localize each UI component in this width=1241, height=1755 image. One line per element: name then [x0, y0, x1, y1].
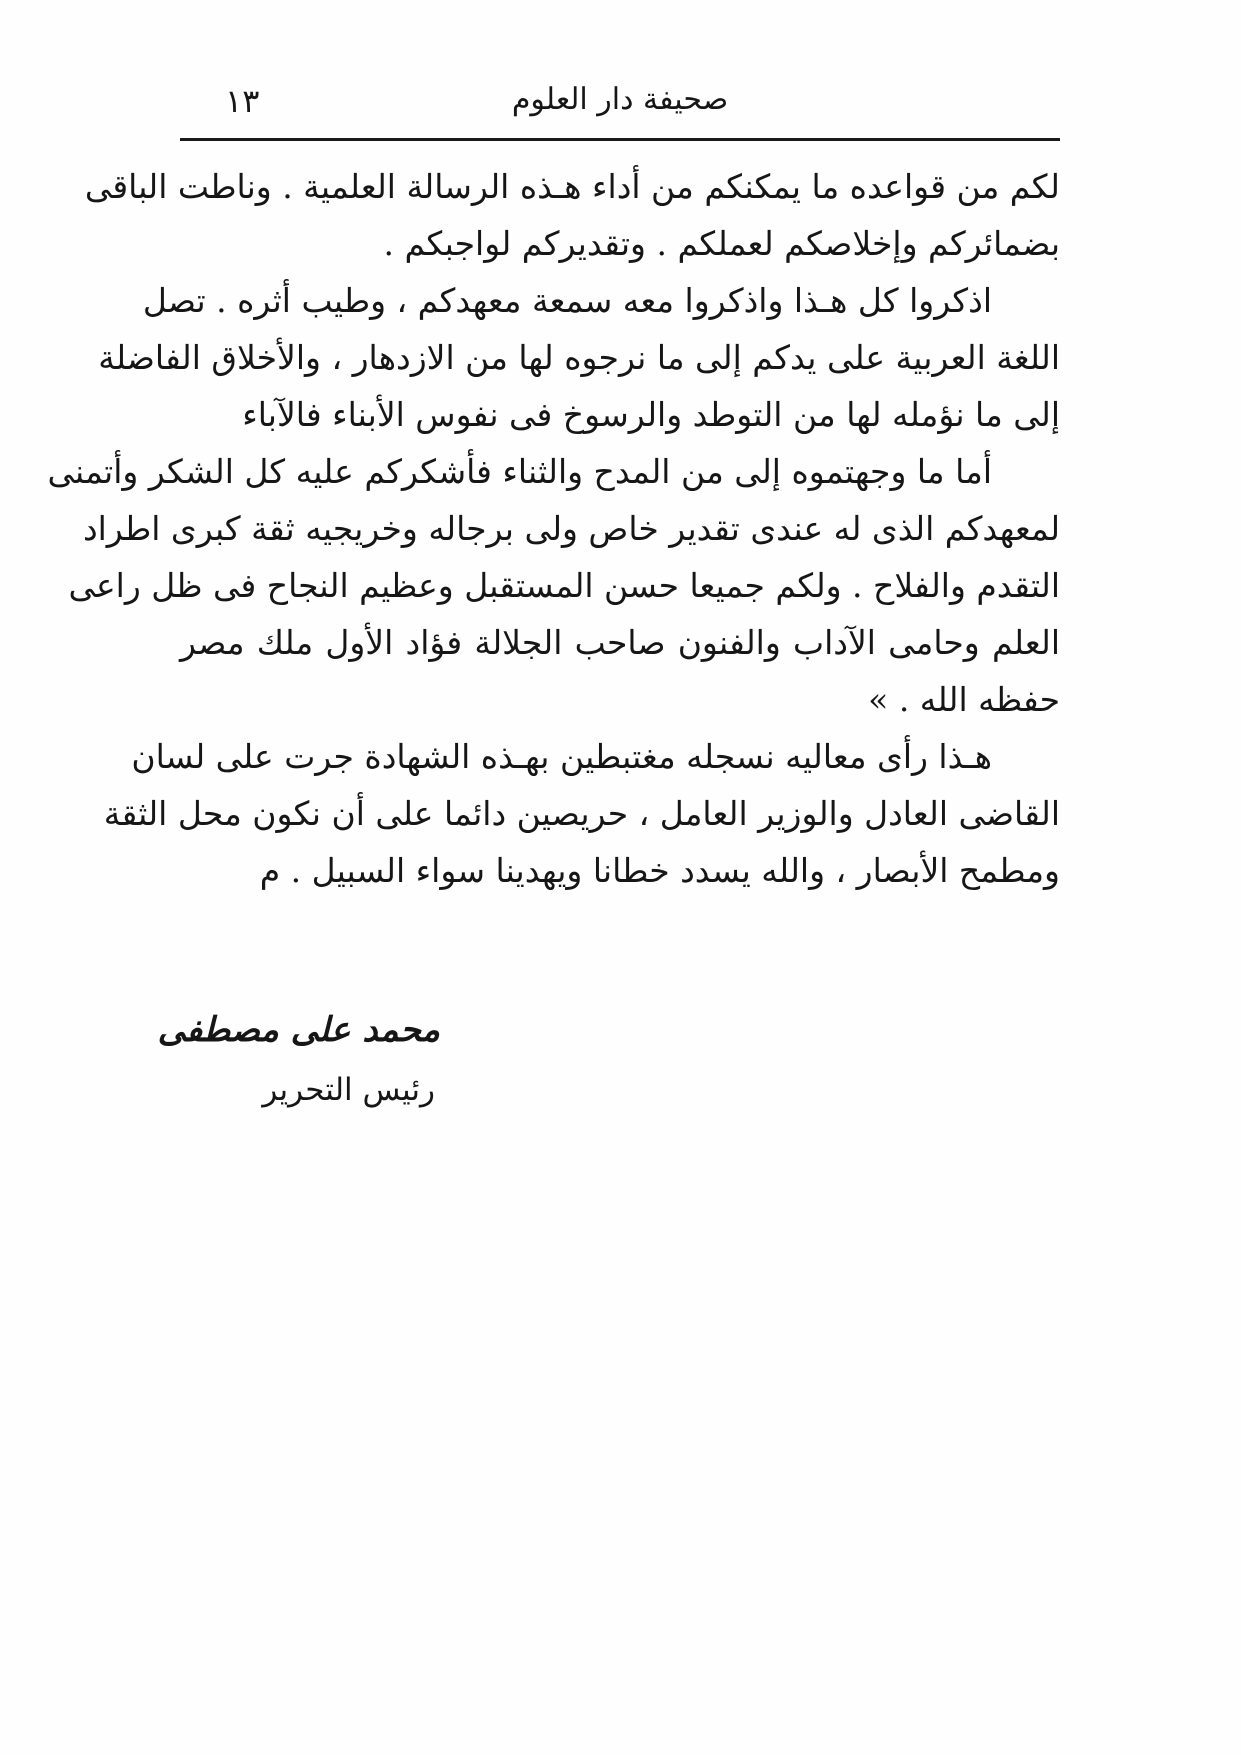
body-text [47, 158, 1060, 899]
text-line: القاضى العادل والوزير العامل ، حريصين دائما على أن نكون محل الثقة [103, 794, 1060, 833]
signature-title: رئيس التحرير [262, 1072, 435, 1108]
page-number: ١٣ [225, 82, 260, 120]
text-line: أما ما وجهتموه إلى من المدح والثناء فأشكركم عليه كل الشكر وأتمنى [47, 452, 992, 491]
page-header [180, 82, 1060, 142]
text-line: اذكروا كل هـذا واذكروا معه سمعة معهدكم ، وطيب أثره . تصل [142, 281, 992, 320]
text-line: ومطمح الأبصار ، والله يسدد خطانا ويهدينا سواء السبيل . م [259, 851, 1060, 890]
text-line: هـذا رأى معاليه نسجله مغتبطين بهـذه الشهادة جرت على لسان [131, 737, 992, 776]
text-line: اللغة العربية على يدكم إلى ما نرجوه لها من الازدهار ، والأخلاق الفاضلة [98, 338, 1060, 377]
text-line: بضمائركم وإخلاصكم لعملكم . وتقديركم لواجبكم . [383, 224, 1060, 263]
text-line: إلى ما نؤمله لها من التوطد والرسوخ فى نفوس الأبناء فالآباء [242, 395, 1060, 434]
signature-name: محمد على مصطفى [157, 1010, 440, 1050]
text-line: التقدم والفلاح . ولكم جميعا حسن المستقبل وعظيم النجاح فى ظل راعى [68, 566, 1060, 605]
text-line: لكم من قواعده ما يمكنكم من أداء هـذه الرسالة العلمية . وناطت الباقى [84, 167, 1060, 206]
header-divider [180, 138, 1060, 141]
text-line: حفظه الله . » [868, 680, 1060, 719]
running-title: صحيفة دار العلوم [511, 82, 729, 117]
text-line: لمعهدكم الذى له عندى تقدير خاص ولى برجاله وخريجيه ثقة كبرى اطراد [82, 509, 1060, 548]
text-line: العلم وحامى الآداب والفنون صاحب الجلالة فؤاد الأول ملك مصر [180, 623, 1060, 662]
